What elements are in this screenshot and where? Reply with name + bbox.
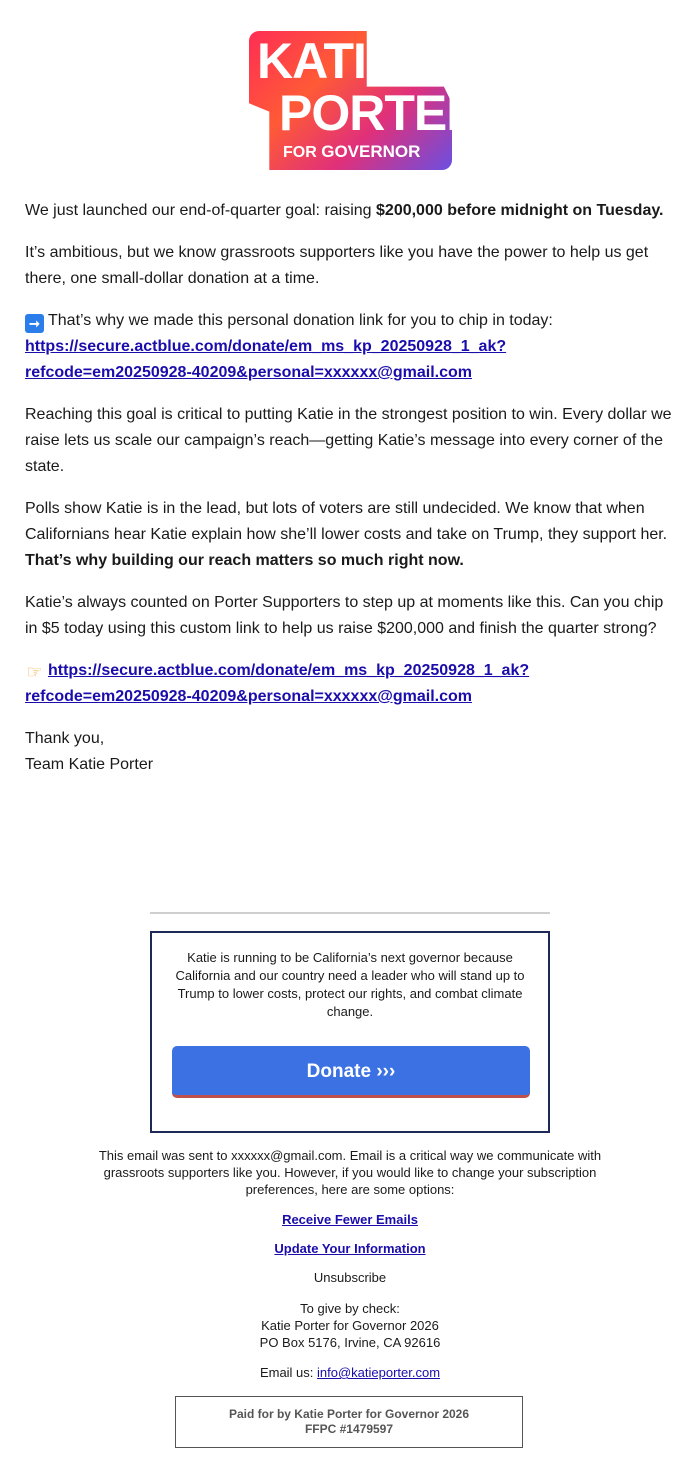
- donate-box-text: Katie is running to be California’s next governor because California and our country need a leader who will stand up to Trump to lower costs, protect our rights, and combat climate change.: [175, 950, 525, 1019]
- email-us: [70, 1364, 630, 1381]
- paid-for-line-1: Paid for by Katie Porter for Governor 2026: [228, 1407, 470, 1421]
- logo-for: FOR: [283, 144, 317, 161]
- donation-link-2-line1[interactable]: https://secure.actblue.com/donate/em_ms_kp_20250928_1_ak?: [48, 662, 530, 679]
- paragraph-ambitious: It’s ambitious, but we know grassroots supporters like you have the power to help us get there, one small-dollar donation at a time.: [25, 244, 649, 287]
- email-footer: [70, 1147, 630, 1381]
- goal-text: We just launched our end-of-quarter goal: raising: [25, 202, 377, 219]
- update-information-link[interactable]: Update Your Information: [274, 1241, 426, 1256]
- footer-notice: This email was sent to xxxxxx@gmail.com. Email is a critical way we communicate with grassroots supporters like you. However, if you would like to change your subscription preferences, here are some options:: [98, 1148, 602, 1197]
- paid-for-line-2: FFPC #1479597: [304, 1422, 394, 1436]
- paragraph-custom-link: [25, 658, 675, 710]
- personal-link-text: That’s why we made this personal donation link for you to chip in today:: [48, 312, 553, 329]
- donate-button[interactable]: Donate ›››: [172, 1046, 530, 1098]
- logo-line-katie: KATIE: [257, 33, 399, 89]
- donate-box: [150, 931, 550, 1133]
- receive-fewer-emails-link[interactable]: Receive Fewer Emails: [282, 1212, 418, 1227]
- donation-link-2[interactable]: [25, 662, 529, 705]
- paid-for-disclaimer: [175, 1396, 523, 1448]
- polls-text: Polls show Katie is in the lead, but lots of voters are still undecided. We know that when Californians hear Katie explain how she’ll lower costs and take on Trump, they support her.: [25, 500, 668, 543]
- donation-link-1-line1[interactable]: https://secure.actblue.com/donate/em_ms_kp_20250928_1_ak?: [25, 338, 507, 355]
- signoff-thanks: Thank you,: [25, 730, 105, 747]
- donation-link-1-line2[interactable]: refcode=em20250928-40209&personal=xxxxxx@gmail.com: [25, 364, 472, 381]
- check-line-3: PO Box 5176, Irvine, CA 92616: [259, 1335, 441, 1350]
- check-line-2: Katie Porter for Governor 2026: [261, 1318, 439, 1333]
- divider: [150, 912, 550, 914]
- polls-bold-text: That’s why building our reach matters so much right now.: [25, 552, 464, 569]
- paragraph-personal-link: [25, 308, 675, 386]
- email-us-label: Email us:: [259, 1365, 318, 1380]
- logo-line-porter: PORTER: [279, 85, 482, 141]
- arrow-right-icon: ➞: [25, 314, 44, 333]
- donation-link-2-line2[interactable]: refcode=em20250928-40209&personal=xxxxxx@gmail.com: [25, 688, 472, 705]
- signoff-team: Team Katie Porter: [25, 756, 154, 773]
- logo-line-for-governor: [283, 143, 420, 162]
- email-body: [25, 198, 675, 794]
- pointing-hand-icon: ☞: [26, 662, 43, 682]
- contact-email-link[interactable]: info@katieporter.com: [317, 1365, 441, 1380]
- signoff: [25, 726, 675, 778]
- check-line-1: To give by check:: [300, 1301, 400, 1316]
- donation-link-1[interactable]: [25, 338, 506, 381]
- paragraph-chip-in: Katie’s always counted on Porter Supporters to step up at moments like this. Can you chip in $5 today using this custom link to help us raise $200,000 and finish the quarter strong?: [25, 594, 664, 637]
- unsubscribe-link[interactable]: Unsubscribe: [313, 1270, 387, 1285]
- logo-governor: GOVERNOR: [321, 142, 421, 161]
- check-address: [70, 1300, 630, 1351]
- campaign-logo: [249, 31, 482, 170]
- paragraph-critical-goal: Reaching this goal is critical to putting Katie in the strongest position to win. Every dollar we raise lets us scale our campaign’s reach—getting Katie’s message into every corner of the state.: [25, 406, 672, 475]
- paragraph-polls: [25, 496, 675, 574]
- goal-bold-text: $200,000 before midnight on Tuesday.: [376, 202, 664, 219]
- paragraph-goal: [25, 198, 675, 224]
